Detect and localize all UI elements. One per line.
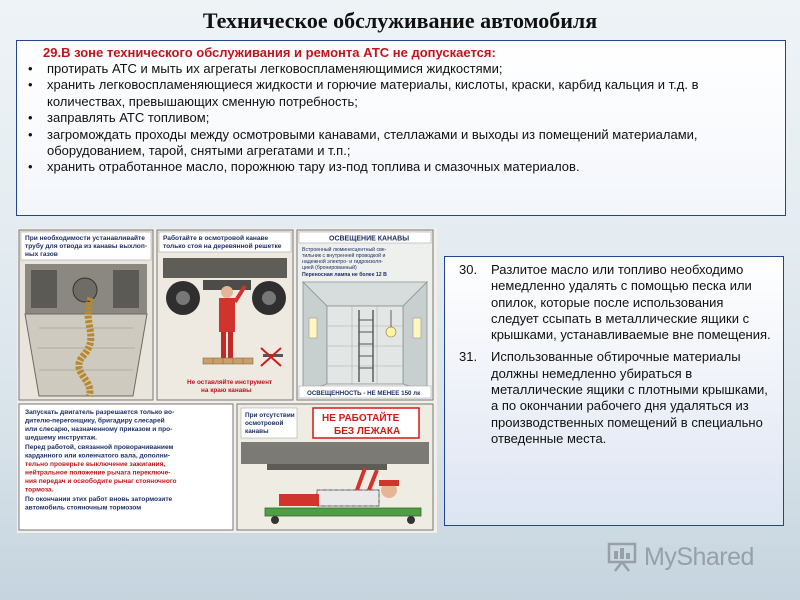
- panel-2-line: Не оставляйте инструмент: [187, 379, 273, 386]
- panel-4-line: дителю-перегонщику, бригадиру слесарей: [25, 417, 165, 425]
- panel-3-header: ОСВЕЩЕНИЕ КАНАВЫ: [329, 235, 410, 243]
- panel-3-line: Встроенный люминесцентный све-: [302, 247, 387, 253]
- rule-number: 31.: [459, 349, 478, 365]
- rule-number: 30.: [459, 262, 478, 277]
- panel-4-line: или слесарю, назначенному приказом и про-: [25, 426, 173, 433]
- list-item: [27, 159, 775, 175]
- poster-panel-lighting: [297, 230, 433, 400]
- panel-3-line: надежной электро- и гидроизоля-: [302, 259, 383, 265]
- bullet: •: [28, 77, 33, 93]
- rules-30-31-list: [459, 262, 771, 447]
- list-item-text: заправлять АТС топливом;: [47, 110, 210, 126]
- panel-5-note: осмотровой: [245, 420, 284, 427]
- panel-4-line: По окончании этих работ вновь затормозите: [25, 496, 173, 503]
- watermark-text: MyShared: [644, 542, 754, 571]
- panel-3-line: тильник с внутренней проводкой и: [302, 253, 386, 259]
- panel-5-note: канавы: [245, 428, 269, 435]
- panel-4-line: ния передач и освободите рычаг стояночного: [25, 478, 177, 485]
- list-item: [27, 77, 775, 110]
- panel-1-line: При необходимости устанавливайте: [25, 235, 145, 242]
- mechanic-trousers: [279, 494, 319, 506]
- wooden-grate: [203, 358, 253, 364]
- panel-4-line: автомобиль стояночным тормозом: [25, 504, 142, 512]
- list-item-text: загромождать проходы между осмотровыми канавами, стеллажами и выходы из помещений материалами, оборудованием, тарой, снятыми агрегатами и т.п.;: [47, 126, 698, 159]
- worker-head: [221, 286, 233, 298]
- lamp-icon: [413, 318, 421, 338]
- rule-29-list: [27, 61, 775, 176]
- list-item: [27, 127, 775, 160]
- poster-panel-exhaust: [19, 230, 153, 400]
- pit-back-wall: [327, 306, 403, 384]
- list-item: [27, 110, 775, 126]
- rule-text: Разлитое масло или топливо необходимо немедленно удалять с помощью песка или опилок, которые после использования следует ссыпать в металлические ящики с крышками, устанавливаемые вне помещения.: [491, 262, 771, 343]
- safety-poster: [17, 228, 437, 533]
- list-item-text: протирать АТС и мыть их агрегаты легковоспламеняющимися жидкостями;: [47, 61, 503, 76]
- list-item-text: хранить отработанное масло, порожнюю тару из-под топлива и смазочных материалов.: [47, 159, 580, 175]
- panel-1-line: трубу для отвода из канавы выхлоп-: [25, 243, 148, 250]
- bullet: •: [28, 126, 33, 142]
- rule-text: Использованные обтирочные материалы должны немедленно убираться в металлические ящики с плотными крышками, а по окончании рабочего дня удаляться из производственных помещений в специально отведенные места.: [491, 349, 768, 446]
- list-item-text: хранить легковоспламеняющиеся жидкости и горючие материалы, кислоты, краски, карбид кальция и т.д. в количествах, превышающих сменную потребность;: [47, 77, 699, 109]
- panel-3-lamp-note: Переносная лампа не более 12 В: [302, 272, 387, 278]
- bullet: •: [28, 110, 33, 126]
- panel-2-line: на краю канавы: [201, 387, 252, 394]
- page-title: Техническое обслуживание автомобиля: [202, 8, 598, 33]
- list-item: [459, 262, 771, 343]
- panel-2-line: Работайте в осмотровой канаве: [163, 235, 269, 242]
- panel-4-line: тормоза.: [25, 486, 54, 494]
- panel-4-line: Запускать двигатель разрешается только во-: [25, 409, 175, 416]
- panel-4-line: тельно проверьте выключение зажигания,: [25, 461, 166, 468]
- panel-1-line: ных газов: [25, 251, 58, 258]
- rule-29-box: [16, 40, 786, 216]
- portable-lamp-icon: [386, 327, 396, 337]
- warning-sign-line: НЕ РАБОТАЙТЕ: [322, 413, 400, 424]
- bullet: •: [28, 159, 33, 175]
- lamp-icon: [309, 318, 317, 338]
- bullet: •: [28, 61, 33, 76]
- panel-3-line: цией (бронированный): [302, 265, 357, 271]
- poster-panel-grate: [157, 230, 293, 400]
- worker-overalls: [219, 298, 235, 332]
- panel-4-line: нейтральное положение рычага переключе-: [25, 469, 171, 477]
- panel-2-line: только стоя на деревянной решетке: [163, 243, 282, 250]
- panel-5-note: При отсутствии: [245, 412, 295, 419]
- rules-30-31-box: [444, 256, 784, 526]
- warning-sign-line: БЕЗ ЛЕЖАКА: [334, 426, 401, 437]
- mechanic-shirt: [317, 490, 379, 506]
- rule-29-heading: 29.В зоне технического обслуживания и ремонта АТС не допускается:: [43, 45, 496, 60]
- panel-4-line: Перед работой, связанной проворачиванием: [25, 444, 174, 451]
- panel-3-footer: ОСВЕЩЕННОСТЬ - НЕ МЕНЕЕ 150 лк: [307, 390, 421, 397]
- panel-4-line: карданного или коленчатого вала, дополни-: [25, 452, 170, 460]
- creeper: [265, 508, 421, 516]
- watermark: [606, 540, 776, 574]
- poster-panel-engine-start: [19, 404, 233, 530]
- poster-panel-creeper: [237, 404, 433, 530]
- list-item: [459, 349, 771, 447]
- presentation-board-icon: [606, 542, 638, 572]
- list-item: [27, 61, 775, 77]
- panel-4-line: шедшему инструктаж.: [25, 434, 97, 442]
